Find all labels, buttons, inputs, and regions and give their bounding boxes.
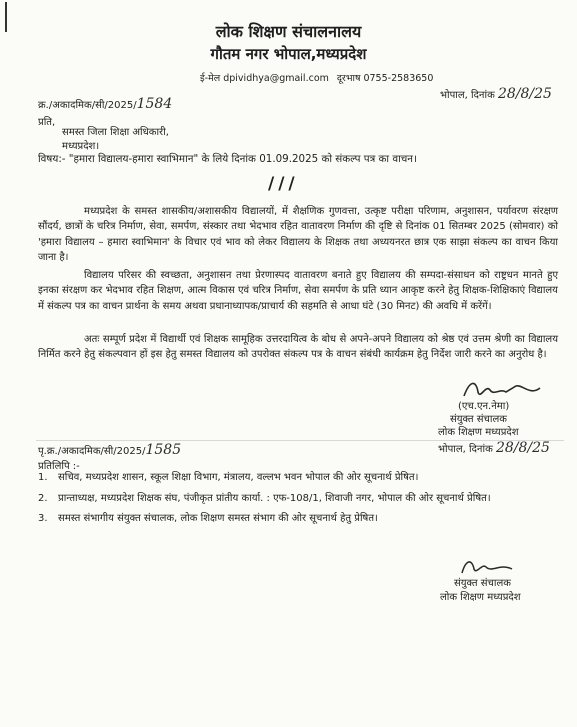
copy-handwritten-date: 28/8/25 bbox=[495, 440, 550, 456]
copy-item bbox=[38, 511, 558, 527]
copy-list bbox=[38, 470, 558, 532]
signatory-office: लोक शिक्षण मध्यप्रदेश bbox=[438, 427, 519, 438]
signatory-designation: संयुक्त संचालक bbox=[450, 414, 507, 425]
signatory-name: (एच.एन.नेमा) bbox=[458, 401, 510, 412]
body-paragraph-1: मध्यप्रदेश के समस्त शासकीय/अशासकीय विद्यालयों, में शैक्षणिक गुणवत्ता, उत्कृष्ट परीक्षा परिणाम, अनुशासन, पर्यावरण संरक्षण सौंदर्य, छात्रों के चरित्र निर्माण, सेवा, समर्पण, संस्कार तथा भेदभाव रहित वातावरण निर्माण की दृष्टि से दिनांक 01 सितम्बर 2025 (सोमवार) को 'हमारा विद्यालय – हमारा स्वाभिमान' के विचार एवं भाव को लेकर विद्यालय के शिक्षक तथा अध्ययनरत छात्र एक साझा संकल्प का वाचन किया जाना है। bbox=[38, 206, 558, 264]
email-text: ई-मेल dpividhya@gmail.com bbox=[200, 73, 329, 84]
copy-item-number: 1. bbox=[38, 472, 48, 483]
copy-label: प्रतिलिपि :- bbox=[38, 461, 80, 472]
recipient-line1: समस्त जिला शिक्षा अधिकारी, bbox=[62, 127, 169, 138]
signature-scribble-2 bbox=[458, 555, 518, 577]
letter-date bbox=[440, 86, 552, 102]
copy-reference bbox=[38, 442, 181, 458]
copy-date bbox=[438, 440, 550, 456]
recipient-prati: प्रति, bbox=[38, 117, 56, 128]
copy-reference-number: पृ.क्र./अकादमिक/सी/2025/ bbox=[38, 446, 146, 457]
copy-item bbox=[38, 470, 558, 486]
recipient-line2: मध्यप्रदेश। bbox=[62, 141, 100, 152]
copy-item bbox=[38, 491, 558, 507]
signatory2-office: लोक शिक्षण मध्यप्रदेश bbox=[440, 592, 521, 603]
copy-item-number: 2. bbox=[38, 492, 48, 504]
handwritten-date: 28/8/25 bbox=[497, 86, 552, 102]
letterhead-title: लोक शिक्षण संचालनालय bbox=[215, 22, 362, 41]
handwritten-reference-number: 1584 bbox=[136, 96, 173, 112]
body-paragraph-2: विद्यालय परिसर की स्वच्छता, अनुशासन तथा प्रेरणास्पद वातावरण बनाते हुए विद्यालय की सम्पदा-संसाधन को राष्ट्रधन मानते हुए इनका संरक्षण कर भेदभाव रहित शिक्षण, आत्म विकास एवं चरित्र निर्माण, सेवा समर्पण के प्रति ध्यान आकृष्ट करने हेतु शिक्षक-शिक्षिकाएं विद्यालय में संकल्प पत्र का वाचन प्रार्थना के समय अथवा प्रधानाध्यापक/प्राचार्य की सहमति से आधा घंटे (30 मिनट) की अवधि में करेंगें। bbox=[38, 270, 558, 312]
signatory2-designation: संयुक्त संचालक bbox=[454, 578, 511, 589]
subject-line: विषय:- "हमारा विद्यालय-हमारा स्वाभिमान" के लिये दिनांक 01.09.2025 को संकल्प पत्र का वाचन। bbox=[38, 153, 417, 165]
letter-reference bbox=[38, 96, 172, 112]
copy-item-text: सचिव, मध्यप्रदेश शासन, स्कूल शिक्षा विभाग, मंत्रालय, वल्लभ भवन भोपाल की ओर सूचनार्थ प्रेषित। bbox=[58, 472, 419, 483]
copy-item-text: प्रान्ताध्यक्ष, मध्यप्रदेश शिक्षक संघ, पंजीकृत प्रांतीय कार्या. : एफ-108/1, शिवाजी नगर, भोपाल की ओर सूचनार्थ प्रेषित। bbox=[58, 492, 491, 504]
letterhead-address: गौतम नगर भोपाल,मध्यप्रदेश bbox=[210, 45, 367, 63]
letterhead-contact bbox=[200, 71, 433, 84]
reference-mark: /// bbox=[268, 174, 299, 194]
phone-text: दूरभाष 0755-2583650 bbox=[336, 73, 434, 84]
date-label: भोपाल, दिनांक bbox=[440, 90, 495, 101]
copy-handwritten-number: 1585 bbox=[145, 442, 182, 458]
body-paragraph-3: अतः सम्पूर्ण प्रदेश में विद्यार्थी एवं शिक्षक सामूहिक उत्तरदायित्व के बोध से अपने-अपने विद्यालय को श्रेष्ठ एवं उत्तम श्रेणी का विद्यालय निर्मित करने हेतु संकल्पवान हों इस हेतु समस्त विद्यालय को उपरोक्त संकल्प पत्र के वाचन संबंधी कार्यक्रम हेतु निर्देश जारी करने का अनुरोध है। bbox=[38, 334, 558, 361]
copy-item-number: 3. bbox=[38, 513, 48, 525]
copy-item-text: समस्त संभागीय संयुक्त संचालक, लोक शिक्षण समस्त संभाग की ओर सूचनार्थ हेतु प्रेषित। bbox=[58, 513, 378, 525]
copy-date-label: भोपाल, दिनांक bbox=[438, 444, 493, 455]
reference-number: क्र./अकादमिक/सी/2025/ bbox=[38, 100, 137, 111]
